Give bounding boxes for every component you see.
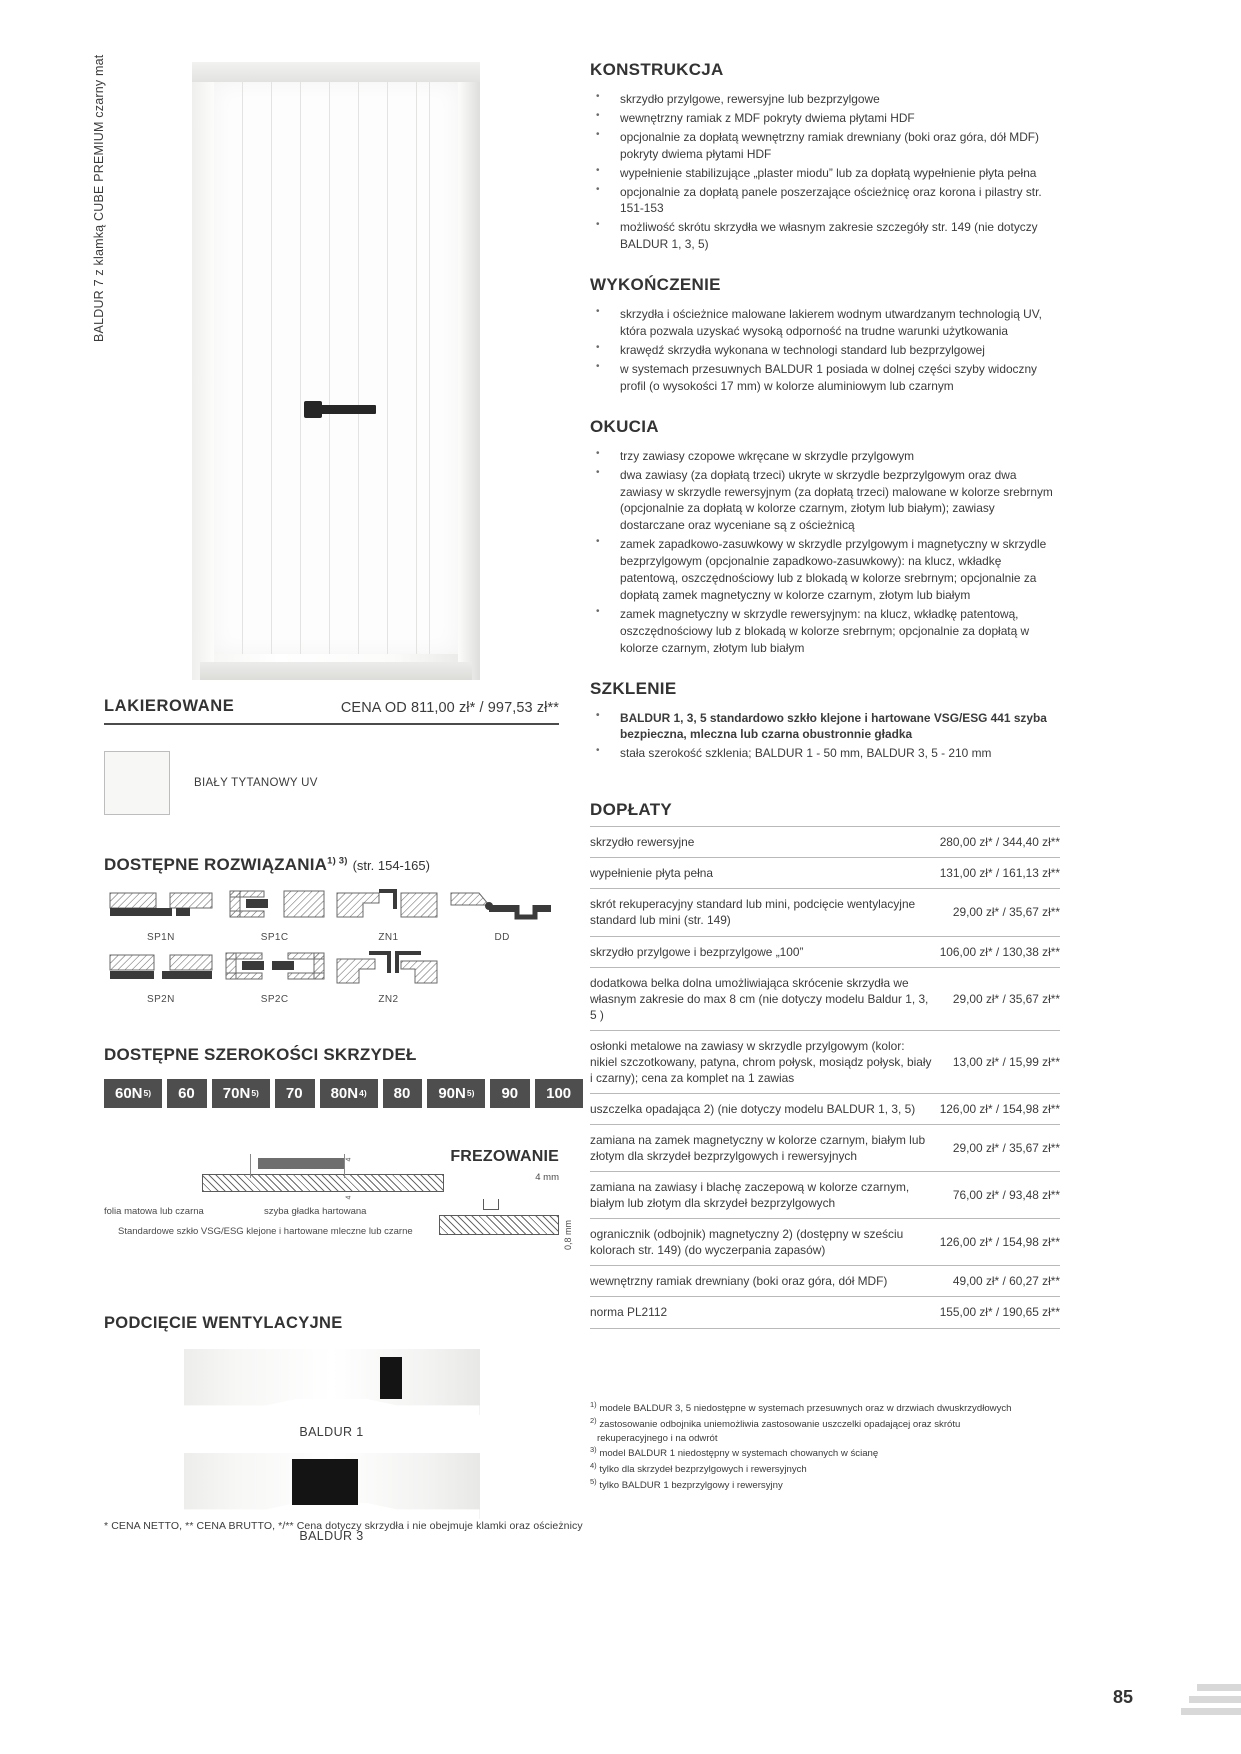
footnote-text: rekuperacyjnego i na odwrót <box>597 1432 718 1444</box>
widths-title: DOSTĘPNE SZEROKOŚCI SKRZYDEŁ <box>104 1045 417 1064</box>
footnote-text: tylko BALDUR 1 bezprzylgowy i rewersyjny <box>599 1479 783 1491</box>
konstrukcja-list <box>590 91 1060 253</box>
okucia-list <box>590 448 1060 657</box>
footnote <box>590 1461 1060 1477</box>
width-chip[interactable] <box>167 1079 207 1108</box>
width-sup: 5) <box>466 1088 475 1099</box>
color-swatch <box>104 751 170 815</box>
table-row <box>590 1093 1060 1124</box>
width-chip[interactable] <box>275 1079 315 1108</box>
doplaty-price: 280,00 zł* / 344,40 zł** <box>932 827 1060 858</box>
right-column <box>590 60 1060 1329</box>
doplaty-title: DOPŁATY <box>590 800 673 820</box>
glass-panel-section <box>202 1174 444 1192</box>
zn1-diagram-icon <box>335 889 441 929</box>
width-label: 80N <box>330 1085 359 1102</box>
doplaty-price: 29,00 zł* / 35,67 zł** <box>932 889 1060 936</box>
sp1c-diagram-icon <box>222 889 328 929</box>
width-chip[interactable] <box>383 1079 423 1108</box>
door-photo-caption: BALDUR 7 z klamką CUBE PREMIUM czarny mat <box>92 54 106 342</box>
footnote <box>590 1445 1060 1461</box>
footnote-text: model BALDUR 1 niedostępny w systemach chowanych w ścianę <box>599 1448 879 1460</box>
list-item: • wypełnienie stabilizujące „plaster miodu” lub za dopłatą wypełnienie płyta pełna <box>590 165 1060 182</box>
door-photo <box>92 52 559 677</box>
left-column <box>92 52 573 1543</box>
table-row <box>590 1219 1060 1266</box>
doplaty-price: 131,00 zł* / 161,13 zł** <box>932 858 1060 889</box>
doplaty-name: dodatkowa belka dolna umożliwiająca skrócenie skrzydła we własnym zakresie do max 8 cm (nie dotyczy modelu Baldur 1, 3, 5 ) <box>590 967 932 1030</box>
list-item: • trzy zawiasy czopowe wkręcane w skrzydle przylgowym <box>590 448 1060 465</box>
width-label: 70 <box>285 1085 303 1102</box>
solution-code: ZN2 <box>378 994 399 1005</box>
list-item: • krawędź skrzydła wykonana w technologi standard lub bezprzylgowej <box>590 342 1060 359</box>
doplaty-price: 106,00 zł* / 130,38 zł** <box>932 936 1060 967</box>
solutions-sup: 1) 3) <box>327 855 348 867</box>
solution-sp1c <box>218 889 332 943</box>
footnote-sup: 1) <box>590 1400 597 1409</box>
doplaty-name: wypełnienie płyta pełna <box>590 858 932 889</box>
glass-tick-bottom: 4 <box>345 1195 353 1200</box>
width-sup: 4) <box>359 1088 367 1099</box>
section-heading-szklenie: SZKLENIE <box>590 678 677 698</box>
list-item: • stała szerokość szklenia; BALDUR 1 - 50 mm, BALDUR 3, 5 - 210 mm <box>590 745 1060 762</box>
width-chip[interactable] <box>535 1079 583 1108</box>
width-label: 100 <box>546 1085 572 1102</box>
color-swatch-label: BIAŁY TYTANOWY UV <box>194 777 318 789</box>
width-label: 70N <box>222 1085 251 1102</box>
footnote-sup: 2) <box>590 1415 597 1425</box>
page-number: 85 <box>1112 1687 1133 1707</box>
legal-note: * CENA NETTO, ** CENA BRUTTO, */** Cena dotyczy skrzydła i nie obejmuje klamki oraz ościeżnicy <box>104 1520 583 1532</box>
frezowanie-diagram <box>439 1172 573 1251</box>
doplaty-name: osłonki metalowe na zawiasy w skrzydle przylgowym (kolor: nikiel szczotkowany, patyna, chrom połysk, mosiądz połysk, biały i czarny); cena za komplet na 1 zawias <box>590 1030 932 1093</box>
section-heading-wykonczenie: WYKOŃCZENIE <box>590 275 721 295</box>
table-row <box>590 967 1060 1030</box>
glass-note-left: folia matowa lub czarna <box>104 1206 204 1217</box>
list-item: • dwa zawiasy (za dopłatą trzeci) ukryte w skrzydle bezprzylgowym oraz dwa zawiasy w skrzydle rewersyjnym (za dopłatą trzeci) malowane w kolorze srebrnym (opcjonalnie za dopłatą w kolorze czarnym, złotym lub białym); zawiasy dostarczane oraz wyceniane są z ościeżnicą <box>590 467 1060 535</box>
solution-code: ZN1 <box>378 932 399 943</box>
list-item: • opcjonalnie za dopłatą panele poszerzające ościeżnicę oraz korona i pilastry str. 151-153 <box>590 184 1060 218</box>
doplaty-name: norma PL2112 <box>590 1297 932 1328</box>
table-row <box>590 1125 1060 1172</box>
width-sup: 5) <box>143 1088 152 1099</box>
doplaty-name: uszczelka opadająca 2) (nie dotyczy modelu BALDUR 1, 3, 5) <box>590 1093 932 1124</box>
list-item: • zamek zapadkowo-zasuwkowy w skrzydle przylgowym i magnetyczny w skrzydle bezprzylgowym (opcjonalnie zapadkowo-zasuwkowy): na klucz, wkładkę patentową, oszczędnościowy lub z blokadą w kolorze srebrnym; opcjonalnie za dopłatą zamek magnetyczny w kolorze czarnym, złotym lub białym <box>590 536 1060 604</box>
width-label: 60N <box>115 1085 143 1102</box>
footnote <box>590 1432 1060 1446</box>
lakierowane-price: CENA OD 811,00 zł* / 997,53 zł** <box>340 700 559 716</box>
corner-decoration <box>1181 1684 1241 1720</box>
doplaty-price: 76,00 zł* / 93,48 zł** <box>932 1172 1060 1219</box>
doplaty-name: wewnętrzny ramiak drewniany (boki oraz góra, dół MDF) <box>590 1266 932 1297</box>
sp1n-diagram-icon <box>108 889 214 929</box>
table-row <box>590 936 1060 967</box>
solution-code: SP1N <box>147 932 175 943</box>
solutions-title: DOSTĘPNE $ROZWIĄZANIA^{1) 3)}$ (str. 154-165) <box>104 855 430 874</box>
glass-diagram <box>104 1148 573 1270</box>
solution-dd <box>445 889 559 943</box>
list-item: • BALDUR 1, 3, 5 standardowo szkło klejone i hartowane VSG/ESG 441 szyba bezpieczna, mleczna lub czarna obustronnie gładka <box>590 710 1060 744</box>
szklenie-list <box>590 710 1060 763</box>
table-row <box>590 858 1060 889</box>
footnote-sup: 5) <box>590 1476 597 1486</box>
doplaty-name: skrzydło przylgowe i bezprzylgowe „100” <box>590 936 932 967</box>
doplaty-price: 126,00 zł* / 154,98 zł** <box>932 1219 1060 1266</box>
solutions-page-ref: (str. 154-165) <box>352 858 430 873</box>
frezowanie-depth-label: 0,8 mm <box>563 1220 573 1251</box>
solution-code: SP2C <box>260 994 289 1005</box>
doplaty-name: zamiana na zawiasy i blachę zaczepową w kolorze czarnym, białym lub złotym dla skrzydeł bezprzylgowych <box>590 1172 932 1219</box>
footnote <box>590 1400 1060 1416</box>
glass-foil-band <box>258 1158 344 1169</box>
table-row <box>590 1297 1060 1328</box>
wykonczenie-list <box>590 306 1060 395</box>
list-item: • zamek magnetyczny w skrzydle rewersyjnym: na klucz, wkładkę patentową, oszczędnościowy lub z blokadą w kolorze srebrnym; opcjonalnie za dopłatą w kolorze czarnym, złotym lub białym <box>590 606 1060 657</box>
solution-code: SP2N <box>147 994 175 1005</box>
list-item: • skrzydła i ościeżnice malowane lakierem wodnym utwardzanym technologią UV, która pozwala uzyskać wysoką odporność na trudne warunki użytkowania <box>590 306 1060 340</box>
width-chip[interactable] <box>104 1079 162 1108</box>
table-row <box>590 1030 1060 1093</box>
width-chip[interactable] <box>490 1079 530 1108</box>
door-frame-top <box>192 62 480 82</box>
frezowanie-title: FREZOWANIE <box>450 1148 559 1165</box>
podciecie-baldur1 <box>104 1349 559 1439</box>
footnote-text: tylko dla skrzydeł bezprzylgowych i rewersyjnych <box>599 1464 807 1476</box>
list-item: • skrzydło przylgowe, rewersyjne lub bezprzylgowe <box>590 91 1060 108</box>
zn2-diagram-icon <box>335 951 441 991</box>
lakierowane-bar <box>104 697 559 725</box>
width-label: 80 <box>393 1085 411 1102</box>
doplaty-table <box>590 826 1060 1328</box>
footnote <box>590 1416 1060 1432</box>
doplaty-price: 29,00 zł* / 35,67 zł** <box>932 967 1060 1030</box>
table-row <box>590 1266 1060 1297</box>
podciecie-title: PODCIĘCIE WENTYLACYJNE <box>104 1314 343 1332</box>
doplaty-name: skrót rekuperacyjny standard lub mini, podcięcie wentylacyjne standard lub mini (str. 149) <box>590 889 932 936</box>
width-chip[interactable] <box>212 1079 270 1108</box>
list-item: • w systemach przesuwnych BALDUR 1 posiada w dolnej części szyby widoczny profil (o wysokości 17 mm) w kolorze aluminiowym lub czarnym <box>590 361 1060 395</box>
footnote <box>590 1477 1060 1493</box>
solution-code: SP1C <box>260 932 289 943</box>
solution-sp1n <box>104 889 218 943</box>
footnote-text: modele BALDUR 3, 5 niedostępne w systemach przesuwnych oraz w drzwiach dwuskrzydłowych <box>599 1403 1012 1415</box>
door-frame-right <box>458 62 480 680</box>
list-item: • wewnętrzny ramiak z MDF pokryty dwiema płytami HDF <box>590 110 1060 127</box>
lakierowane-label: LAKIEROWANE <box>104 697 235 715</box>
door-frame-left <box>192 62 214 680</box>
solutions-grid <box>104 889 559 1005</box>
doplaty-price: 155,00 zł* / 190,65 zł** <box>932 1297 1060 1328</box>
door-sill <box>200 662 472 680</box>
doplaty-price: 126,00 zł* / 154,98 zł** <box>932 1093 1060 1124</box>
solution-zn1 <box>332 889 446 943</box>
section-heading-okucia: OKUCIA <box>590 416 659 436</box>
solution-sp2c <box>218 951 332 1005</box>
podciecie-caption: BALDUR 1 <box>299 1425 364 1439</box>
doplaty-price: 13,00 zł* / 15,99 zł** <box>932 1030 1060 1093</box>
frezowanie-profile <box>439 1215 559 1235</box>
width-label: 90 <box>501 1085 519 1102</box>
doplaty-name: zamiana na zamek magnetyczny w kolorze czarnym, białym lub złotym dla skrzydeł bezprzylgowych i rewersyjnych <box>590 1125 932 1172</box>
solution-code: DD <box>494 932 510 943</box>
door-image <box>192 62 480 680</box>
sp2n-diagram-icon <box>108 951 214 991</box>
doplaty-price: 29,00 zł* / 35,67 zł** <box>932 1125 1060 1172</box>
glass-note-right: szyba gładka hartowana <box>264 1206 367 1217</box>
widths-row <box>104 1079 572 1108</box>
solution-zn2 <box>332 951 446 1005</box>
glass-note-bottom: Standardowe szkło VSG/ESG klejone i hartowane mleczne lub czarne <box>118 1226 413 1237</box>
doplaty-price: 49,00 zł* / 60,27 zł** <box>932 1266 1060 1297</box>
door-handle-icon <box>320 405 376 414</box>
doplaty-name: ogranicznik (odbojnik) magnetyczny 2) (dostępny w sześciu kolorach str. 149) (do wyczerpania zapasów) <box>590 1219 932 1266</box>
table-row <box>590 1172 1060 1219</box>
width-sup: 5) <box>251 1088 259 1099</box>
color-swatch-row <box>104 751 559 815</box>
solution-sp2n <box>104 951 218 1005</box>
table-row <box>590 827 1060 858</box>
footnote-text: zastosowanie odbojnika uniemożliwia zastosowanie uszczelki opadającej oraz skrótu <box>599 1418 961 1430</box>
width-label: 60 <box>178 1085 195 1102</box>
section-heading-konstrukcja: KONSTRUKCJA <box>590 60 724 79</box>
podciecie-caption: BALDUR 3 <box>299 1529 364 1543</box>
dd-diagram-icon <box>449 889 555 929</box>
footnotes <box>590 1400 1060 1493</box>
door-leaf <box>214 82 458 654</box>
width-chip[interactable] <box>320 1079 378 1108</box>
sp2c-diagram-icon <box>222 951 328 991</box>
list-item: • opcjonalnie za dopłatą wewnętrzny ramiak drewniany (boki oraz góra, dół MDF) pokryty dwiema płytami HDF <box>590 129 1060 163</box>
width-label: 90N <box>438 1085 466 1102</box>
glass-tick-top: 4 <box>345 1157 353 1162</box>
list-item: • możliwość skrótu skrzydła we własnym zakresie szczegóły str. 149 (nie dotyczy BALDUR 1, 3, 5) <box>590 219 1060 253</box>
width-chip[interactable] <box>427 1079 485 1108</box>
footnote-sup: 3) <box>590 1445 597 1455</box>
table-row <box>590 889 1060 936</box>
doplaty-name: skrzydło rewersyjne <box>590 827 932 858</box>
footnote-sup: 4) <box>590 1461 597 1470</box>
frezowanie-width-label: 4 mm <box>535 1172 559 1183</box>
